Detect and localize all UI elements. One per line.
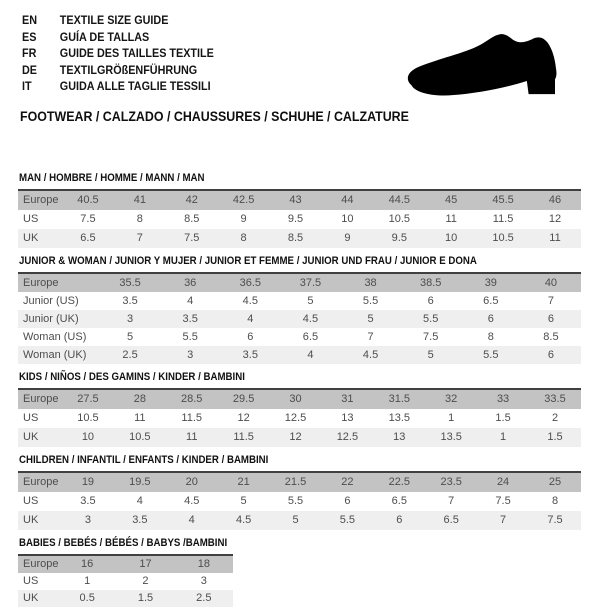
size-section-man bbox=[18, 172, 581, 248]
size-cell: 11 bbox=[549, 232, 561, 245]
size-cell: 5.5 bbox=[339, 514, 356, 527]
size-cell: 42.5 bbox=[232, 194, 255, 207]
section-title: CHILDREN / INFANTIL / ENFANTS / KINDER / BAMBINI bbox=[19, 453, 269, 466]
size-cell: 5 bbox=[127, 330, 134, 343]
table-row bbox=[18, 310, 581, 328]
language-code: DE bbox=[22, 62, 38, 77]
language-label: GUIDE DES TAILLES TEXTILE bbox=[59, 46, 214, 61]
size-cell: 23.5 bbox=[440, 476, 462, 489]
row-label: Europe bbox=[23, 476, 59, 489]
size-cell: 33.5 bbox=[544, 393, 566, 406]
size-cell: 19.5 bbox=[129, 476, 151, 489]
language-label: TEXTILE SIZE GUIDE bbox=[59, 13, 169, 27]
size-cell: 10.5 bbox=[492, 232, 514, 245]
size-cell: 10 bbox=[81, 431, 95, 444]
size-cell: 7.5 bbox=[423, 330, 439, 343]
row-label: Europe bbox=[23, 194, 59, 207]
language-code: FR bbox=[22, 46, 37, 61]
size-cell: 19 bbox=[81, 476, 95, 489]
size-cell: 13 bbox=[393, 431, 406, 444]
size-cell: 33 bbox=[496, 393, 510, 406]
size-cell: 13 bbox=[341, 412, 354, 425]
size-cell: 5 bbox=[292, 514, 299, 527]
size-cell: 1 bbox=[84, 575, 91, 588]
language-label: GUIDA ALLE TAGLIE TESSILI bbox=[59, 79, 211, 94]
size-cell: 4.5 bbox=[184, 495, 200, 508]
size-cell: 21.5 bbox=[284, 476, 307, 489]
size-cell: 16 bbox=[81, 558, 94, 571]
size-cell: 10.5 bbox=[77, 412, 99, 425]
size-cell: 6 bbox=[547, 348, 554, 361]
size-cell: 3.5 bbox=[132, 514, 148, 527]
row-label: US bbox=[23, 575, 39, 588]
size-cell: 36.5 bbox=[239, 276, 262, 289]
size-cell: 4 bbox=[136, 495, 143, 508]
size-cell: 11.5 bbox=[492, 213, 514, 226]
size-cell: 18 bbox=[197, 558, 210, 571]
size-cell: 8 bbox=[551, 495, 559, 508]
table-row bbox=[18, 492, 581, 511]
section-title: KIDS / NIÑOS / DES GAMINS / KINDER / BAMBINI bbox=[19, 370, 245, 383]
size-cell: 4 bbox=[307, 348, 314, 361]
size-cell: 44.5 bbox=[388, 194, 410, 207]
size-cell: 21 bbox=[237, 476, 250, 489]
row-label: Europe bbox=[23, 558, 58, 571]
section-title: JUNIOR & WOMAN / JUNIOR Y MUJER / JUNIOR ET FEMME / JUNIOR UND FRAU / JUNIOR E DONA bbox=[19, 254, 477, 267]
size-cell: 2.5 bbox=[122, 348, 138, 361]
size-cell: 7.5 bbox=[495, 495, 511, 508]
size-cell: 4.5 bbox=[302, 312, 319, 325]
size-cell: 8 bbox=[240, 232, 247, 245]
row-label: Europe bbox=[23, 393, 59, 406]
size-section-kids bbox=[18, 371, 581, 447]
size-cell: 7.5 bbox=[184, 232, 200, 245]
size-cell: 5.5 bbox=[423, 312, 439, 325]
size-cell: 8 bbox=[136, 213, 143, 226]
size-cell: 2.5 bbox=[196, 592, 212, 605]
size-cell: 7.5 bbox=[80, 213, 96, 226]
size-section-babies bbox=[18, 537, 581, 607]
size-cell: 22 bbox=[341, 476, 354, 489]
size-cell: 28.5 bbox=[181, 393, 203, 406]
size-cell: 42 bbox=[185, 194, 198, 207]
size-cell: 4 bbox=[187, 294, 194, 307]
table-row bbox=[18, 389, 581, 409]
size-table-junior-woman bbox=[18, 272, 581, 364]
language-code: ES bbox=[22, 29, 37, 44]
size-cell: 6 bbox=[547, 312, 554, 325]
size-cell: 12.5 bbox=[336, 431, 359, 444]
size-cell: 25 bbox=[548, 476, 562, 489]
size-cell: 5 bbox=[307, 294, 314, 307]
size-cell: 40.5 bbox=[77, 194, 99, 207]
size-cell: 3 bbox=[84, 514, 91, 527]
size-cell: 12.5 bbox=[284, 412, 307, 425]
size-cell: 6.5 bbox=[302, 330, 319, 343]
section-title: MAN / HOMBRE / HOMME / MANN / MAN bbox=[19, 171, 205, 184]
size-cell: 1 bbox=[448, 412, 455, 425]
size-cell: 6.5 bbox=[443, 514, 459, 527]
size-cell: 8.5 bbox=[184, 213, 200, 226]
size-tables bbox=[18, 172, 581, 607]
section-title: BABIES / BEBÉS / BÉBÉS / BABYS /BAMBINI bbox=[19, 536, 228, 549]
size-table-babies bbox=[18, 554, 233, 607]
table-row bbox=[18, 590, 233, 607]
size-cell: 9.5 bbox=[287, 213, 304, 226]
size-cell: 6 bbox=[487, 312, 494, 325]
size-cell: 22.5 bbox=[388, 476, 410, 489]
size-cell: 5 bbox=[427, 348, 434, 361]
size-cell: 11 bbox=[186, 431, 198, 444]
size-cell: 27.5 bbox=[77, 393, 99, 406]
size-cell: 1.5 bbox=[547, 431, 563, 444]
row-label: UK bbox=[23, 592, 39, 605]
size-cell: 3 bbox=[187, 348, 194, 361]
size-cell: 3.5 bbox=[80, 495, 96, 508]
size-cell: 1.5 bbox=[137, 592, 154, 605]
table-row bbox=[18, 292, 581, 310]
size-cell: 9.5 bbox=[391, 232, 407, 245]
size-cell: 36 bbox=[184, 276, 197, 289]
size-cell: 5.5 bbox=[483, 348, 499, 361]
size-cell: 9 bbox=[344, 232, 351, 245]
table-row bbox=[18, 511, 581, 530]
size-cell: 9 bbox=[240, 213, 247, 226]
size-cell: 40 bbox=[544, 276, 558, 289]
language-code: IT bbox=[22, 79, 32, 94]
language-label: TEXTILGRÖßENFÜHRUNG bbox=[59, 62, 198, 77]
size-cell: 2 bbox=[551, 412, 559, 425]
size-cell: 12 bbox=[289, 431, 302, 444]
size-cell: 43 bbox=[289, 194, 302, 207]
size-cell: 6.5 bbox=[391, 495, 407, 508]
size-cell: 10 bbox=[445, 232, 458, 245]
row-label: Europe bbox=[23, 276, 59, 289]
table-row bbox=[18, 229, 581, 248]
size-cell: 3.5 bbox=[182, 312, 198, 325]
size-cell: 7.5 bbox=[547, 514, 563, 527]
table-row bbox=[18, 346, 581, 364]
size-cell: 37.5 bbox=[299, 276, 322, 289]
row-label: Woman (US) bbox=[23, 330, 87, 343]
table-row bbox=[18, 472, 581, 492]
size-cell: 44 bbox=[341, 194, 354, 207]
size-cell: 11 bbox=[445, 213, 457, 226]
size-cell: 35.5 bbox=[119, 276, 141, 289]
size-cell: 10 bbox=[341, 213, 354, 226]
table-row bbox=[18, 409, 581, 428]
size-section-children bbox=[18, 454, 581, 530]
table-row bbox=[18, 190, 581, 210]
table-row bbox=[18, 555, 233, 573]
size-cell: 7 bbox=[448, 495, 455, 508]
size-cell: 13.5 bbox=[388, 412, 410, 425]
size-cell: 29.5 bbox=[232, 393, 255, 406]
size-cell: 3.5 bbox=[242, 348, 258, 361]
size-cell: 38.5 bbox=[419, 276, 442, 289]
row-label: US bbox=[23, 213, 39, 226]
size-table-children bbox=[18, 471, 581, 530]
size-cell: 6 bbox=[427, 294, 434, 307]
size-cell: 20 bbox=[185, 476, 198, 489]
size-cell: 6.5 bbox=[483, 294, 499, 307]
table-row bbox=[18, 573, 233, 590]
table-row bbox=[18, 328, 581, 346]
row-label: Woman (UK) bbox=[23, 348, 87, 361]
size-cell: 39 bbox=[484, 276, 497, 289]
size-cell: 10.5 bbox=[388, 213, 410, 226]
category-title: FOOTWEAR / CALZADO / CHAUSSURES / SCHUHE / CALZATURE bbox=[20, 108, 409, 124]
size-cell: 31 bbox=[341, 393, 354, 406]
size-cell: 13.5 bbox=[440, 431, 462, 444]
row-label: Junior (US) bbox=[23, 294, 79, 307]
size-cell: 5 bbox=[367, 312, 374, 325]
table-row bbox=[18, 428, 581, 447]
size-cell: 6 bbox=[344, 495, 351, 508]
size-table-man bbox=[18, 189, 581, 248]
size-cell: 7 bbox=[500, 514, 507, 527]
size-cell: 46 bbox=[548, 194, 562, 207]
size-cell: 4.5 bbox=[235, 514, 252, 527]
dress-shoe-icon bbox=[392, 22, 586, 110]
size-cell: 31.5 bbox=[388, 393, 410, 406]
row-label: US bbox=[23, 495, 39, 508]
size-cell: 17 bbox=[139, 558, 152, 571]
size-cell: 32 bbox=[445, 393, 458, 406]
size-cell: 24 bbox=[496, 476, 510, 489]
size-section-junior-woman bbox=[18, 255, 581, 364]
size-cell: 7 bbox=[547, 294, 554, 307]
size-cell: 5.5 bbox=[362, 294, 379, 307]
size-cell: 45 bbox=[445, 194, 458, 207]
size-cell: 11.5 bbox=[233, 431, 254, 444]
row-label: US bbox=[23, 412, 39, 425]
size-cell: 3.5 bbox=[122, 294, 138, 307]
size-cell: 1 bbox=[500, 431, 507, 444]
size-cell: 11.5 bbox=[181, 412, 203, 425]
language-code: EN bbox=[22, 13, 38, 27]
size-cell: 2 bbox=[142, 575, 149, 588]
size-cell: 5.5 bbox=[287, 495, 304, 508]
size-cell: 8.5 bbox=[287, 232, 304, 245]
size-cell: 3 bbox=[200, 575, 207, 588]
size-cell: 4.5 bbox=[242, 294, 258, 307]
size-cell: 8 bbox=[487, 330, 494, 343]
size-cell: 4.5 bbox=[362, 348, 379, 361]
size-cell: 41 bbox=[133, 194, 146, 207]
size-cell: 11 bbox=[134, 412, 146, 425]
row-label: UK bbox=[23, 232, 39, 245]
size-cell: 30 bbox=[289, 393, 302, 406]
row-label: UK bbox=[23, 514, 39, 527]
size-cell: 12 bbox=[237, 412, 250, 425]
size-cell: 7 bbox=[367, 330, 374, 343]
size-cell: 28 bbox=[133, 393, 146, 406]
size-cell: 5 bbox=[240, 495, 247, 508]
size-cell: 10.5 bbox=[129, 431, 151, 444]
size-cell: 4 bbox=[247, 312, 254, 325]
size-cell: 4 bbox=[188, 514, 195, 527]
size-cell: 1.5 bbox=[495, 412, 511, 425]
size-cell: 12 bbox=[548, 213, 562, 226]
size-cell: 6 bbox=[247, 330, 254, 343]
size-cell: 8.5 bbox=[543, 330, 559, 343]
language-label: GUÍA DE TALLAS bbox=[59, 29, 150, 44]
size-cell: 6.5 bbox=[80, 232, 96, 245]
size-cell: 45.5 bbox=[492, 194, 514, 207]
row-label: UK bbox=[23, 431, 39, 444]
size-cell: 5.5 bbox=[182, 330, 198, 343]
size-cell: 7 bbox=[136, 232, 143, 245]
size-table-kids bbox=[18, 388, 581, 447]
size-cell: 38 bbox=[364, 276, 377, 289]
table-row bbox=[18, 273, 581, 292]
size-cell: 3 bbox=[127, 312, 134, 325]
row-label: Junior (UK) bbox=[23, 312, 79, 325]
size-cell: 0.5 bbox=[79, 592, 95, 605]
table-row bbox=[18, 210, 581, 229]
size-cell: 6 bbox=[396, 514, 403, 527]
